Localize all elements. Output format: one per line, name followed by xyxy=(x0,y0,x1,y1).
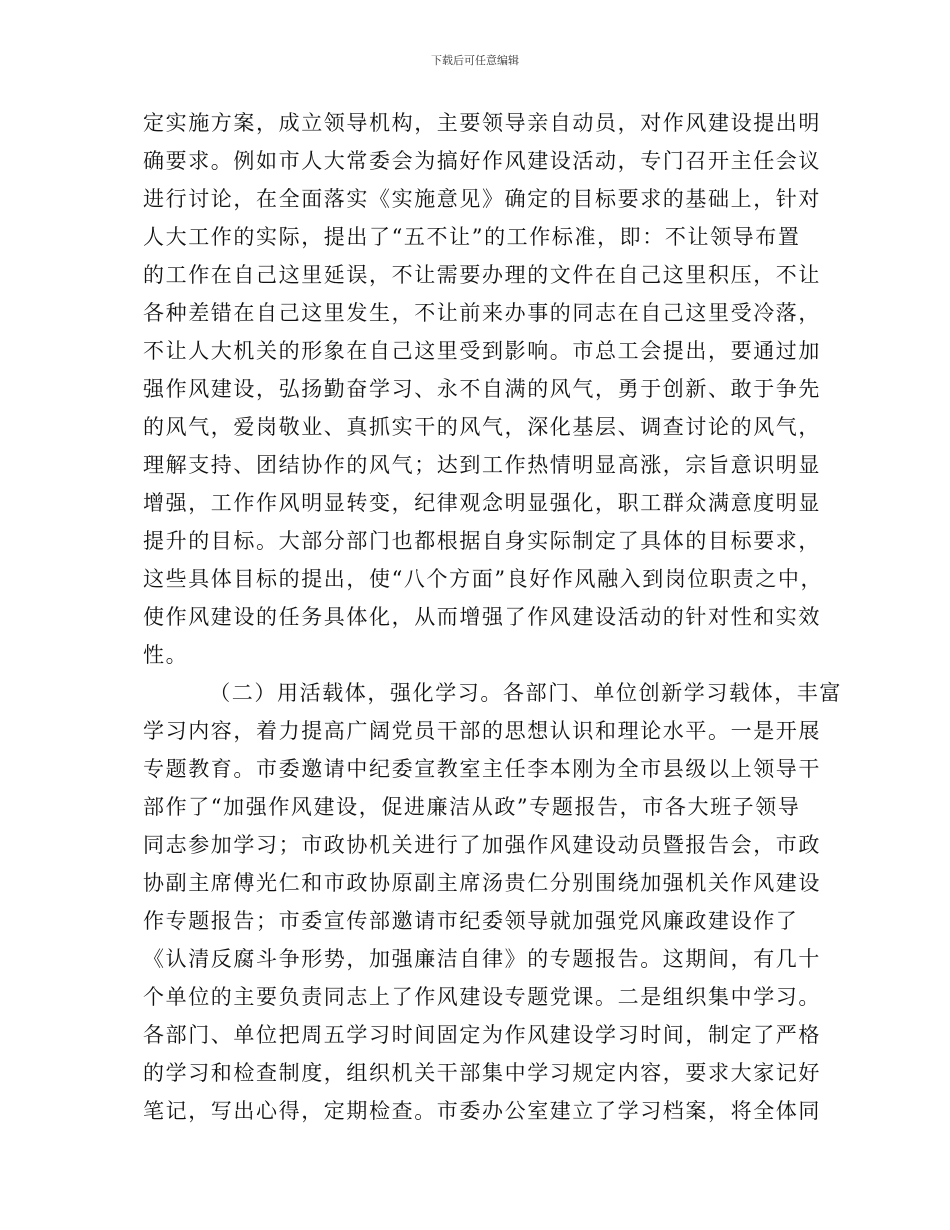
text-line: 人大工作的实际，提出了“五不让”的工作标准，即：不让领导布置 xyxy=(143,225,801,249)
text-line: 协副主席傅光仁和市政协原副主席汤贵仁分别围绕加强机关作风建设 xyxy=(143,871,821,895)
text-line: 强作风建设，弘扬勤奋学习、永不自满的风气，勇于创新、敢于争先 xyxy=(143,377,821,401)
text-line: 确要求。例如市人大常委会为搞好作风建设活动，专门召开主任会议 xyxy=(143,149,821,173)
text-line: 的风气，爱岗敬业、真抓实干的风气，深化基层、调查讨论的风气， xyxy=(143,415,821,439)
paragraph-heading-line: （二）用活载体，强化学习。各部门、单位创新学习载体，丰富 xyxy=(143,681,842,705)
text-line: 使作风建设的任务具体化，从而增强了作风建设活动的针对性和实效 xyxy=(143,605,821,629)
text-line: 各部门、单位把周五学习时间固定为作风建设学习时间，制定了严格 xyxy=(143,1023,821,1047)
text-line: 定实施方案，成立领导机构，主要领导亲自动员，对作风建设提出明 xyxy=(143,111,821,135)
text-line: 笔记，写出心得，定期检查。市委办公室建立了学习档案，将全体同 xyxy=(143,1099,821,1123)
text-line: 进行讨论，在全面落实《实施意见》确定的目标要求的基础上，针对 xyxy=(143,187,821,211)
text-line: 的学习和检查制度，组织机关干部集中学习规定内容，要求大家记好 xyxy=(143,1061,821,1085)
document-body xyxy=(143,104,842,1130)
text-line: 部作了“加强作风建设，促进廉洁从政”专题报告，市各大班子领导 xyxy=(143,795,801,819)
page-header: 下载后可任意编辑 xyxy=(431,54,519,67)
text-line: 提升的目标。大部分部门也都根据自身实际制定了具体的目标要求， xyxy=(143,529,821,553)
text-line: 各种差错在自己这里发生，不让前来办事的同志在自己这里受冷落， xyxy=(143,301,821,325)
text-line: 增强，工作作风明显转变，纪律观念明显强化，职工群众满意度明显 xyxy=(143,491,821,515)
text-line: 《认清反腐斗争形势，加强廉洁自律》的专题报告。这期间，有几十 xyxy=(143,947,821,971)
text-line: 不让人大机关的形象在自己这里受到影响。市总工会提出，要通过加 xyxy=(143,339,821,363)
text-line: 作专题报告；市委宣传部邀请市纪委领导就加强党风廉政建设作了 xyxy=(143,909,799,933)
text-line: 的工作在自己这里延误，不让需要办理的文件在自己这里积压，不让 xyxy=(143,263,821,287)
text-line: 性。 xyxy=(143,643,189,667)
text-line: 学习内容，着力提高广阔党员干部的思想认识和理论水平。一是开展 xyxy=(143,719,821,743)
text-line: 这些具体目标的提出，使“八个方面”良好作风融入到岗位职责之中， xyxy=(143,567,824,591)
text-line: 同志参加学习；市政协机关进行了加强作风建设动员暨报告会，市政 xyxy=(143,833,821,857)
text-line: 个单位的主要负责同志上了作风建设专题党课。二是组织集中学习。 xyxy=(143,985,821,1009)
text-line: 理解支持、团结协作的风气；达到工作热情明显高涨，宗旨意识明显 xyxy=(143,453,821,477)
text-line: 专题教育。市委邀请中纪委宣教室主任李本刚为全市县级以上领导干 xyxy=(143,757,821,781)
